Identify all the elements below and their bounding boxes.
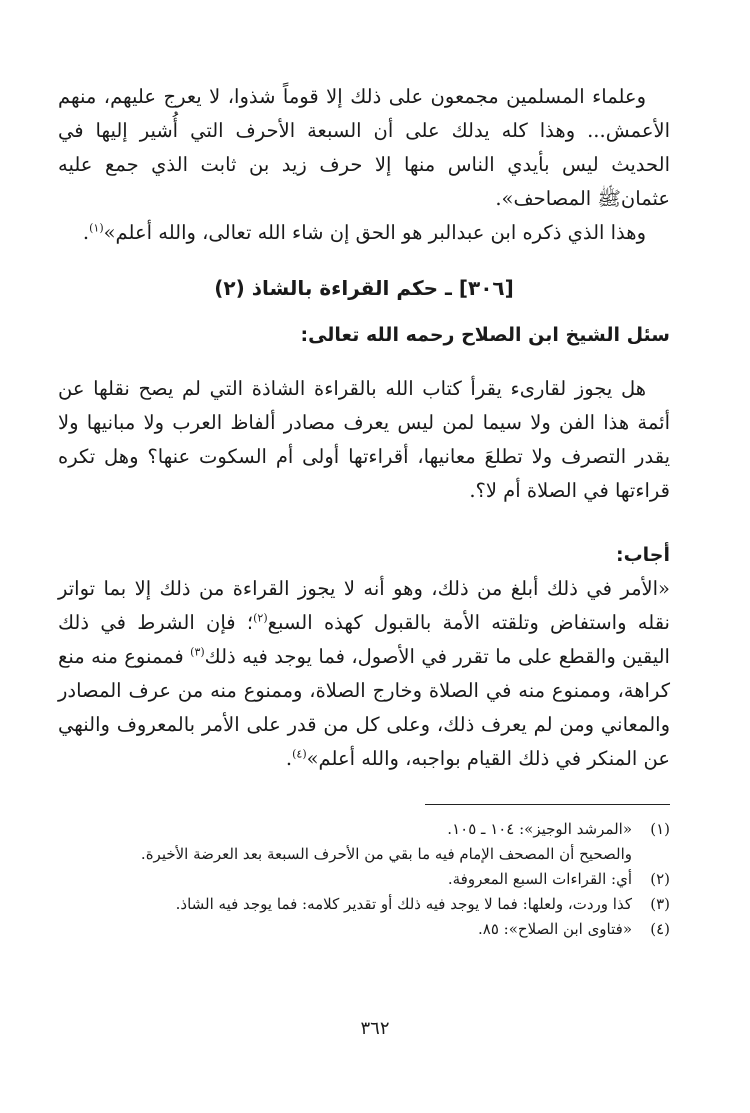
answer-part-2: ؛ فإن الشرط في ذلك اليقين والقطع على ما تقرر في الأصول، فما يوجد فيه ذلك [58, 611, 670, 668]
paragraph-scholars-consensus: وعلماء المسلمين مجمعون على ذلك إلا قوماً شذوا، لا يعرج عليهم، منهم الأعمش... وهذا كله يدلك على أن السبعة الأحرف التي أُشير إليها في الحديث ليس بأيدي الناس منها إلا حرف زيد بن ثابت الذي جمع عليه عثمانﷺ المصاحف». [58, 85, 670, 210]
question-intro-text: سئل الشيخ ابن الصلاح رحمه الله تعالى: [300, 324, 670, 346]
footnote-text: «فتاوى ابن الصلاح»: ٨٥. [477, 920, 632, 938]
page-content [58, 80, 670, 942]
footnote-divider [425, 804, 670, 805]
footnote-number: (٢) [650, 870, 670, 888]
answer-text [58, 572, 670, 776]
footnote-1-continuation [58, 842, 670, 867]
question-intro [58, 318, 670, 352]
answer-part-3: فممنوع منه منع كراهة، وممنوع منه في الصلاة وخارج الصلاة، وممنوع منه من عرف المصادر والمعاني ومن لم يعرف ذلك، وعلى كل من قدر على الأمر بالمعروف والنهي عن المنكر في ذلك القيام بواجبه، والله أعلم» [58, 645, 670, 770]
footnote-ref-1: (١) [89, 221, 104, 235]
footnote-number: (٤) [650, 920, 670, 938]
footnote-text: «المرشد الوجيز»: ١٠٤ ـ ١٠٥. [447, 820, 632, 838]
section-heading: [٣٠٦] ـ حكم القراءة بالشاذ (٢) [214, 276, 514, 300]
footnote-text: أي: القراءات السبع المعروفة. [447, 870, 632, 888]
answer-label-line [58, 538, 670, 572]
footnote-4 [58, 917, 670, 942]
footnote-number: (١) [650, 820, 670, 838]
footnote-3 [58, 892, 670, 917]
paragraph-ibn-abdulbarr [58, 216, 670, 250]
footnote-number: (٣) [650, 895, 670, 913]
footnote-ref-4: (٤) [292, 747, 307, 761]
paragraph-end-mark: . [82, 221, 90, 244]
footnote-ref-2: (٢) [253, 611, 268, 625]
answer-part-1: «الأمر في ذلك أبلغ من ذلك، وهو أنه لا يجوز القراءة من ذلك إلا بما تواتر نقله واستفاض وتلقته الأمة بالقبول كهذه السبع [58, 577, 670, 634]
paragraph-ibn-abdulbarr-text: وهذا الذي ذكره ابن عبدالبر هو الحق إن شاء الله تعالى، والله أعلم» [103, 221, 646, 244]
footnote-ref-3: (٣) [190, 645, 205, 659]
answer-end-mark: . [285, 747, 293, 770]
answer-label: أجاب: [615, 544, 670, 566]
footnote-text: كذا وردت، ولعلها: فما لا يوجد فيه ذلك أو تقدير كلامه: فما يوجد فيه الشاذ. [175, 895, 632, 913]
footnote-1 [58, 817, 670, 842]
page-number: ٣٦٢ [360, 1018, 390, 1039]
footnotes [58, 817, 670, 942]
footnote-2 [58, 867, 670, 892]
footnote-text: والصحيح أن المصحف الإمام فيه ما بقي من الأحرف السبعة بعد العرضة الأخيرة. [140, 845, 632, 863]
question-text: هل يجوز لقارىء يقرأ كتاب الله بالقراءة الشاذة التي لم يصح نقلها عن أئمة هذا الفن ولا سيما لمن ليس يعرف مصادر ألفاظ العرب ولا مبانيها ولا يقدر التصرف ولا تطلعَ معانيها، أقراءتها أولى أم السكوت عنها؟ وهل تكره قراءتها في الصلاة أم لا؟. [58, 377, 670, 502]
